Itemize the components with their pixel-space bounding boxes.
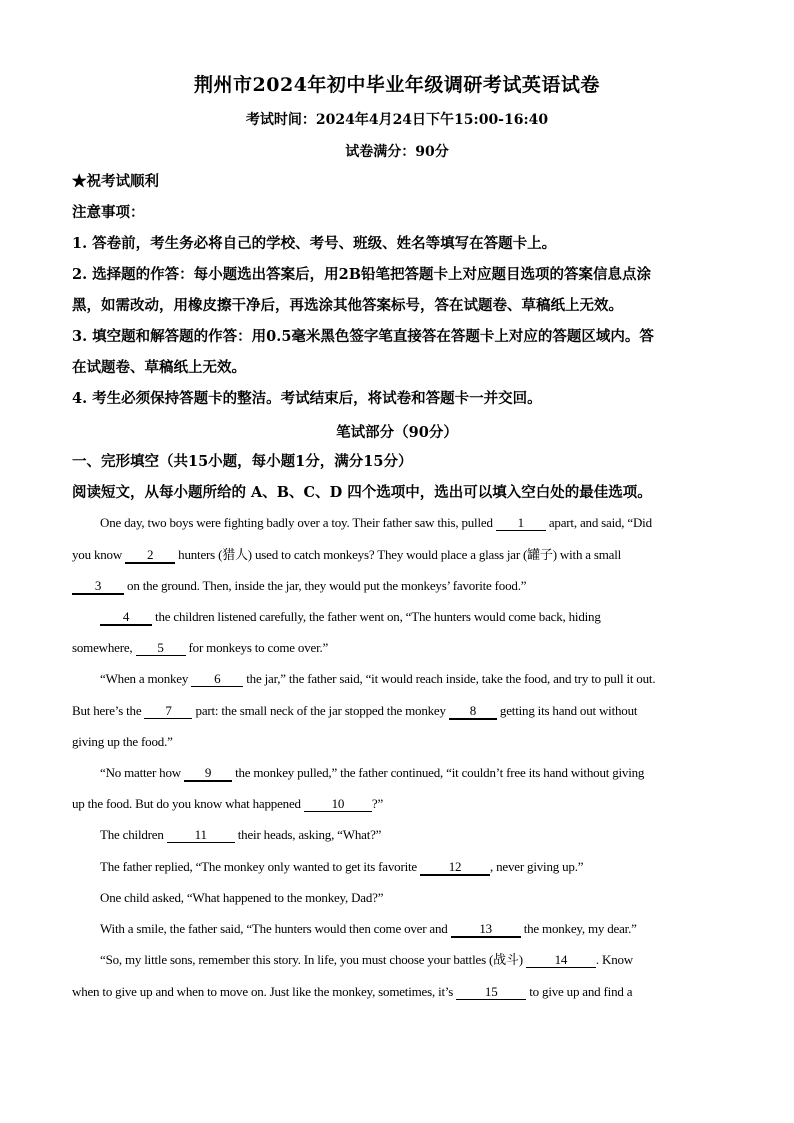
blank-7: 7	[144, 704, 192, 719]
blank-2: 2	[125, 548, 175, 564]
note-item-3a: 3. 填空题和解答题的作答：用0.5毫米黑色签字笔直接答在答题卡上对应的答题区域内。答	[72, 328, 654, 345]
blank-8: 8	[449, 704, 497, 720]
passage-line: One child asked, “What happened to the monkey, Dad?”	[100, 890, 384, 905]
blank-3: 3	[72, 579, 124, 595]
blank-13: 13	[451, 922, 521, 938]
blank-14: 14	[526, 953, 596, 968]
passage-line: “When a monkey 6 the jar,” the father said, “it would reach inside, take the food, and try to pull it out.	[100, 671, 656, 686]
passage-line: But here’s the 7 part: the small neck of the jar stopped the monkey 8 getting its hand out without	[72, 703, 638, 718]
passage-line: The father replied, “The monkey only wanted to get its favorite 12 , never giving up.”	[100, 859, 584, 874]
blank-5: 5	[136, 641, 186, 656]
passage-line: One day, two boys were fighting badly over a toy. Their father saw this, pulled 1 apart, and said, “Did	[100, 515, 652, 530]
note-item-4: 4. 考生必须保持答题卡的整洁。考试结束后，将试卷和答题卡一并交回。	[72, 390, 542, 407]
passage-line: The children 11 their heads, asking, “What?”	[100, 827, 382, 842]
exam-time: 考试时间：2024年4月24日下午15:00-16:40	[245, 112, 549, 128]
blank-9: 9	[184, 766, 232, 782]
passage-line: somewhere, 5 for monkeys to come over.”	[72, 640, 329, 655]
blank-12: 12	[420, 860, 490, 876]
passage-line: 4 the children listened carefully, the father went on, “The hunters would come back, hiding	[100, 608, 750, 626]
part1-instruction: 阅读短文，从每小题所给的 A、B、C、D 四个选项中，选出可以填入空白处的最佳选项。	[72, 484, 652, 501]
notes-heading: 注意事项：	[72, 204, 145, 221]
note-item-2b: 黑，如需改动，用橡皮擦干净后，再选涂其他答案标号，答在试题卷、草稿纸上无效。	[72, 297, 623, 314]
blank-11: 11	[167, 828, 235, 843]
note-item-1: 1. 答卷前，考生务必将自己的学校、考号、班级、姓名等填写在答题卡上。	[72, 235, 557, 252]
blank-1: 1	[496, 516, 546, 531]
passage-line: With a smile, the father said, “The hunters would then come over and 13 the monkey, my dear.”	[100, 921, 637, 936]
passage-line: 3 on the ground. Then, inside the jar, they would put the monkeys’ favorite food.”	[72, 577, 722, 595]
blank-15: 15	[456, 985, 526, 1000]
passage-line: up the food. But do you know what happened 10 ?”	[72, 796, 384, 811]
passage-line: giving up the food.”	[72, 734, 173, 749]
passage-line: when to give up and when to move on. Just like the monkey, sometimes, it’s 15 to give up and find a	[72, 984, 633, 999]
passage-line: “No matter how 9 the monkey pulled,” the father continued, “it couldn’t free its hand without giving	[100, 765, 645, 780]
full-score: 试卷满分：90分	[345, 144, 449, 160]
blank-10: 10	[304, 797, 372, 812]
part1-heading: 一、完形填空（共15小题，每小题1分，满分15分）	[72, 453, 413, 470]
passage-line: “So, my little sons, remember this story. In life, you must choose your battles (战斗) 14 . Know	[100, 952, 633, 967]
exam-title: 荆州市2024年初中毕业年级调研考试英语试卷	[194, 74, 600, 96]
blank-6: 6	[191, 672, 243, 687]
passage-line: you know 2 hunters (猎人) used to catch monkeys? They would place a glass jar (罐子) with a small	[72, 547, 622, 562]
note-item-3b: 在试题卷、草稿纸上无效。	[72, 359, 246, 376]
blank-4: 4	[100, 610, 152, 626]
wish-line: ★祝考试顺利	[72, 173, 159, 190]
written-section-heading: 笔试部分（90分）	[336, 424, 458, 441]
note-item-2a: 2. 选择题的作答：每小题选出答案后，用2B铅笔把答题卡上对应题目选项的答案信息点涂	[72, 266, 652, 283]
